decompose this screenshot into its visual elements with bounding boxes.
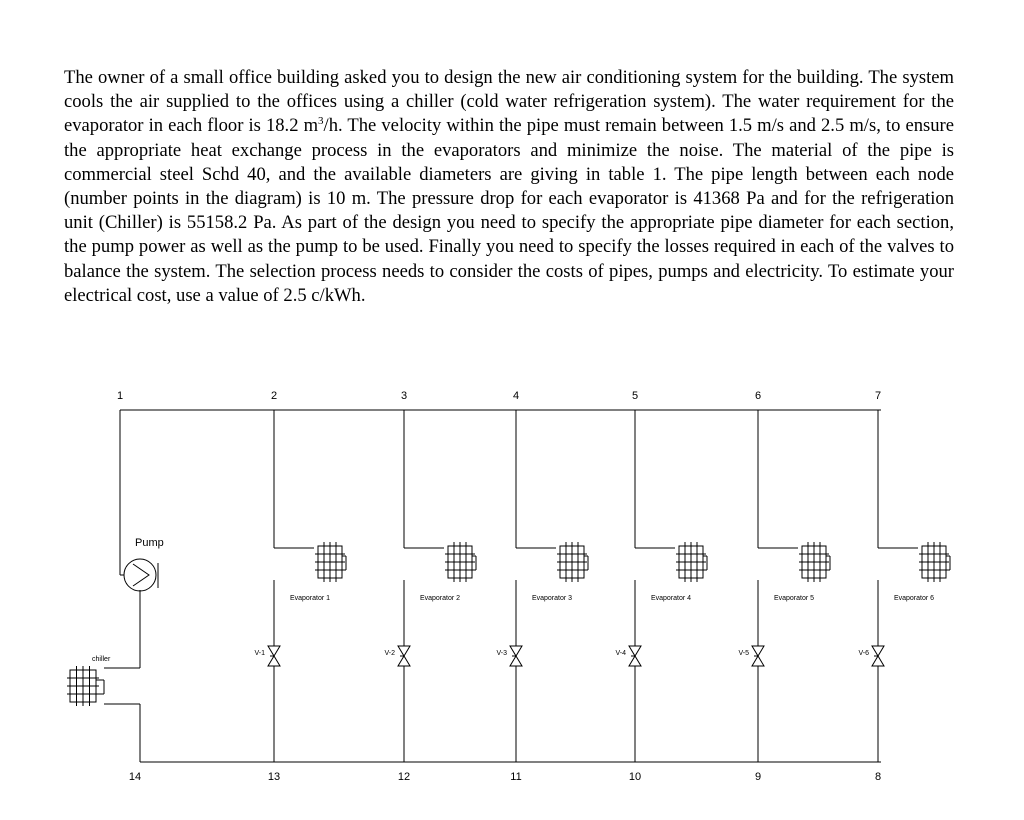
pump-circle-icon [124, 559, 156, 591]
node-label-6: 6 [754, 390, 762, 402]
branch-2 [384, 410, 476, 762]
valve-icon [629, 646, 641, 666]
branch-1 [254, 410, 346, 762]
cubic-superscript: 3 [318, 115, 324, 128]
valve-label: V-2 [384, 650, 395, 657]
node-label-4: 4 [512, 390, 520, 402]
evaporator-coil-icon [676, 542, 706, 582]
chiller [67, 656, 140, 706]
valve-icon [872, 646, 884, 666]
node-label-7: 7 [874, 390, 882, 402]
evaporator-coil-icon [799, 542, 829, 582]
branch-6 [858, 410, 950, 762]
node-label-8: 8 [874, 771, 882, 783]
valve-icon [510, 646, 522, 666]
node-label-12: 12 [397, 771, 411, 783]
node-label-9: 9 [754, 771, 762, 783]
evaporator-coil-icon [315, 542, 345, 582]
evaporator-label: Evaporator 1 [289, 595, 331, 602]
chiller-label: chiller [92, 656, 111, 663]
valve-label: V-1 [254, 650, 265, 657]
evaporator-label: Evaporator 2 [419, 595, 461, 602]
node-label-1: 1 [116, 390, 124, 402]
node-label-14: 14 [128, 771, 142, 783]
evaporator-label: Evaporator 4 [650, 595, 692, 602]
valve-label: V-3 [496, 650, 507, 657]
branch-5 [738, 410, 830, 762]
evaporator-label: Evaporator 6 [893, 595, 935, 602]
evaporator-label: Evaporator 3 [531, 595, 573, 602]
branch-3 [496, 410, 588, 762]
valve-icon [398, 646, 410, 666]
problem-text-part2: /h. The velocity within the pipe must remain between 1.5 m/s and 2.5 m/s, to ensure the appropriate heat exchange process in the evaporators and minimize the noise. The material of the pipe is commercial steel Schd 40, and the available diameters are giving in table 1. The pipe length between each node (number points in the diagram) is 10 m. The pressure drop for each evaporator is 41368 Pa and for the refrigeration unit (Chiller) is 55158.2 Pa. As part of the design you need to specify the appropriate pipe diameter for each section, the pump power as well as the pump to be used. Finally you need to specify the losses required in each of the valves to balance the system. The selection process needs to consider the costs of pipes, pumps and electricity. To estimate your electrical cost, use a value of 2.5 c/kWh. [64, 115, 955, 306]
bottom-node-labels [129, 771, 881, 783]
chiller-coil-icon [67, 666, 140, 706]
node-label-10: 10 [628, 771, 642, 783]
pump-impeller-icon [133, 564, 149, 586]
pump [120, 537, 164, 593]
evaporator-coil-icon [445, 542, 475, 582]
pipe-network [120, 410, 881, 762]
valve-icon [268, 646, 280, 666]
evaporator-label: Evaporator 5 [773, 595, 815, 602]
node-label-2: 2 [270, 390, 278, 402]
node-label-5: 5 [631, 390, 639, 402]
evaporator-coil-icon [557, 542, 587, 582]
top-node-labels [117, 390, 881, 402]
evaporator-branches [254, 410, 950, 762]
node-label-13: 13 [267, 771, 281, 783]
evaporator-coil-icon [919, 542, 949, 582]
pump-label: Pump [135, 537, 164, 549]
valve-icon [752, 646, 764, 666]
chiller-coil-grid [67, 666, 99, 706]
valve-label: V-6 [858, 650, 869, 657]
valve-label: V-5 [738, 650, 749, 657]
valve-label: V-4 [615, 650, 626, 657]
node-label-11: 11 [510, 771, 522, 783]
node-label-3: 3 [400, 390, 408, 402]
problem-text-part1: The owner of a small office building asked you to design the new air conditioning system for the building. The system cools the air supplied to the offices using a chiller (cold water refrigeration system). The water requirement for the evaporator in each floor is 18.2 m [64, 67, 954, 137]
branch-4 [615, 410, 707, 762]
